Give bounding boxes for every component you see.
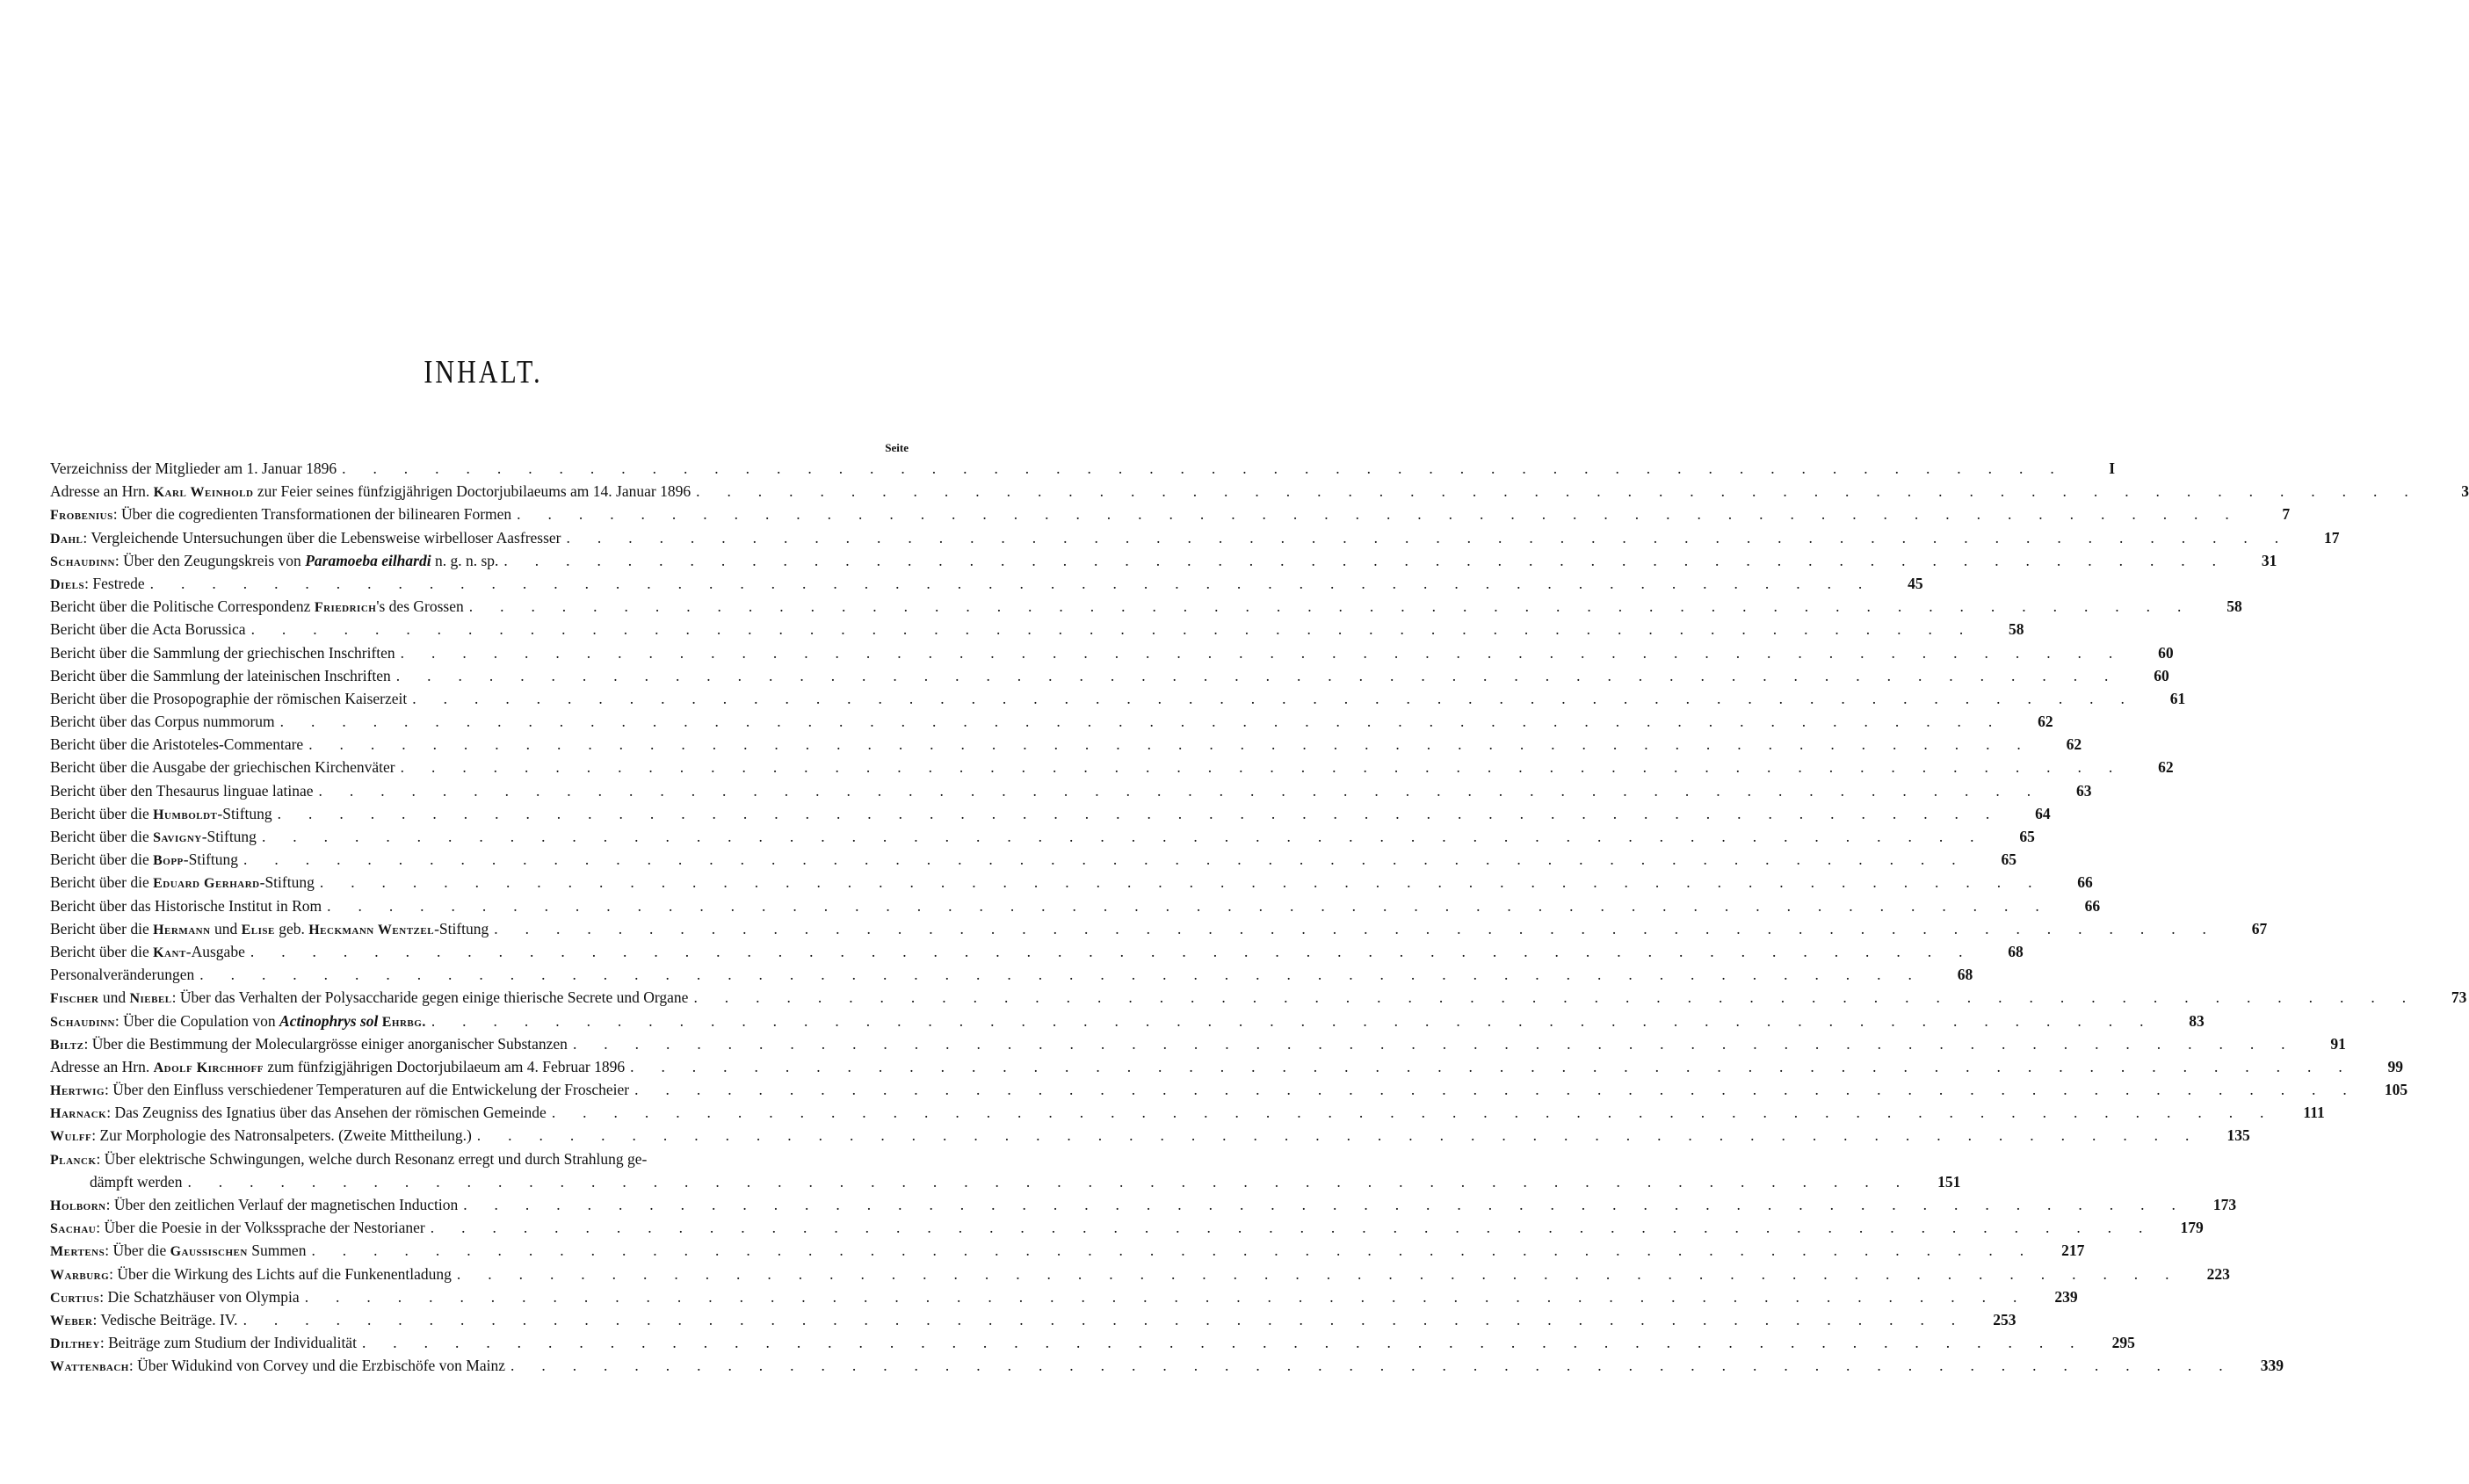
author-name: Elise xyxy=(241,922,275,937)
toc-entry-title xyxy=(50,1124,477,1148)
dot-leader: . . . . . . . . . . . . . . . . . . . . . . . . . . . . . . . . . . . . . . . . . . . . . . . . . . . . . . . . xyxy=(327,896,2052,915)
title-text: -Stiftung xyxy=(201,828,257,845)
toc-entry-title xyxy=(50,733,308,756)
author-name: Biltz xyxy=(50,1037,84,1053)
title-text: Bericht über die Sammlung der lateinischen Inschriften xyxy=(50,666,391,684)
author-name: Sachau xyxy=(50,1221,97,1237)
toc-entry-title xyxy=(50,1147,652,1172)
dot-leader: . . . . . . . . . . . . . . . . . . . . . . . . . . . . . . . . . . . . . . . . . . . . . . . . . . . . . . . . xyxy=(456,1264,2181,1283)
dot-leader: . . . . . . . . . . . . . . . . . . . . . . . . . . . . . . . . . . . . . . . . . . . . . . . . . . . . . . . . xyxy=(634,1081,2359,1099)
author-name: Hermann xyxy=(153,922,211,937)
toc-entry xyxy=(50,1263,2230,1285)
page-number: 239 xyxy=(2054,1287,2078,1306)
title-text: n. g. n. sp. xyxy=(431,551,499,569)
title-text: : Das Zeugniss des Ignatius über das Ansehen der römischen Gemeinde xyxy=(106,1104,547,1122)
dot-leader: . . . . . . . . . . . . . . . . . . . . . . . . . . . . . . . . . . . . . . . . . . . . . . . . . . . . . . . . xyxy=(308,735,2033,754)
author-name: Dilthey xyxy=(50,1336,100,1352)
toc-entry-title xyxy=(50,618,251,641)
toc-entry-title xyxy=(50,871,320,895)
toc-entry xyxy=(50,917,2268,940)
author-name: Wattenbach xyxy=(50,1359,129,1375)
title-text: : Über die Wirkung des Lichts auf die Funkenentladung xyxy=(109,1264,452,1283)
title-text: : Festrede xyxy=(84,574,145,592)
author-name: Harnack xyxy=(50,1106,107,1122)
dot-leader: . . . . . . . . . . . . . . . . . . . . . . . . . . . . . . . . . . . . . . . . . . . . . . . . . . . . . . . . xyxy=(572,1034,2297,1053)
title-text: Bericht über die xyxy=(50,804,154,822)
toc-entry xyxy=(50,1216,2204,1239)
toc-entry-continuation xyxy=(50,1170,1961,1193)
dot-leader: . . . . . . . . . . . . . . . . . . . . . . . . . . . . . . . . . . . . . . . . . . . . . . . . . . . . . . . . xyxy=(149,574,1874,592)
dot-leader: . . . . . . . . . . . . . . . . . . . . . . . . . . . . . . . . . . . . . . . . . . . . . . . . . . . . . . . . xyxy=(693,988,2418,1007)
author-name: Savigny xyxy=(153,830,202,845)
title-text: -Stiftung xyxy=(434,919,489,937)
dot-leader: . . . . . . . . . . . . . . . . . . . . . . . . . . . . . . . . . . . . . . . . . . . . . . . . . . . . . . . . xyxy=(250,942,1974,960)
title-text: Bericht über die xyxy=(50,873,154,892)
author-name: Curtius xyxy=(50,1290,100,1306)
toc-entry xyxy=(50,1101,2325,1124)
dot-leader: . . . . . . . . . . . . . . . . . . . . . . . . . . . . . . . . . . . . . . . . . . . . . . . . . . . . . . . . xyxy=(342,460,2067,477)
dot-leader: . . . . . . . . . . . . . . . . . . . . . . . . . . . . . . . . . . . . . . . . . . . . . . . . . . . . . . . . xyxy=(431,1011,2155,1030)
toc-entry-title xyxy=(50,894,327,917)
toc-entry-title xyxy=(50,457,342,480)
title-text: -Ausgabe xyxy=(185,942,245,960)
title-text: Bericht über die Ausgabe der griechischen Kirchenväter xyxy=(50,758,395,777)
title-text: Bericht über die xyxy=(50,828,154,845)
species-name: Actinophrys sol xyxy=(279,1011,379,1030)
author-name: Adolf Kirchhoff xyxy=(153,1060,264,1075)
toc-entry xyxy=(50,871,2093,894)
toc-entry-title xyxy=(50,779,319,802)
title-text: und xyxy=(210,919,242,937)
title-text: zur Feier seines fünfzigjährigen Doctorjubilaeums am 14. Januar 1896 xyxy=(253,482,691,501)
dot-leader: . . . . . . . . . . . . . . . . . . . . . . . . . . . . . . . . . . . . . . . . . . . . . . . . . . . . . . . . xyxy=(494,919,2219,937)
page-number: 65 xyxy=(2019,828,2035,845)
author-name: Warburg xyxy=(50,1267,110,1283)
title-text: : Über den Zeugungskreis von xyxy=(114,551,306,569)
toc-entry xyxy=(50,664,2169,687)
title-text: : Über elektrische Schwingungen, welche durch Resonanz erregt und durch Strahlung ge- xyxy=(96,1149,648,1168)
dot-leader: . . . . . . . . . . . . . . . . . . . . . . . . . . . . . . . . . . . . . . . . . . . . . . . . . . . . . . . . xyxy=(430,1219,2154,1237)
title-text: und xyxy=(98,988,130,1007)
page-number: 62 xyxy=(2066,735,2082,754)
dot-leader: . . . . . . . . . . . . . . . . . . . . . . . . . . . . . . . . . . . . . . . . . . . . . . . . . . . . . . . . xyxy=(319,873,2044,892)
toc-entry xyxy=(50,1032,2346,1055)
page-number: 3 xyxy=(2461,482,2469,501)
toc-entry-title xyxy=(50,1101,552,1126)
dot-leader: . . . . . . . . . . . . . . . . . . . . . . . . . . . . . . . . . . . . . . . . . . . . . . . . . . . . . . . . xyxy=(696,482,2421,501)
page-number: 58 xyxy=(2226,597,2242,616)
page-number: 105 xyxy=(2384,1081,2408,1099)
author-name: Karl Weinhold xyxy=(153,485,254,501)
dot-leader: . . . . . . . . . . . . . . . . . . . . . . . . . . . . . . . . . . . . . . . . . . . . . . . . . . . . . . . . xyxy=(243,851,1967,869)
dot-leader: . . . . . . . . . . . . . . . . . . . . . . . . . . . . . . . . . . . . . . . . . . . . . . . . . . . . . . . . xyxy=(395,666,2120,684)
title-text: Bericht über die Acta Borussica xyxy=(50,620,246,639)
title-text: Bericht über den Thesaurus linguae latinae xyxy=(50,781,314,800)
dot-leader: . . . . . . . . . . . . . . . . . . . . . . . . . . . . . . . . . . . . . . . . . . . . . . . . . . . . . . . . xyxy=(400,643,2125,662)
author-name: Bopp xyxy=(153,853,184,869)
page-number: 66 xyxy=(2084,896,2101,915)
toc-entry xyxy=(50,1010,2205,1032)
page-number: 179 xyxy=(2180,1219,2204,1237)
page-number: 65 xyxy=(2001,851,2016,869)
title-text: Personalveränderungen xyxy=(50,966,195,984)
toc-entry-title xyxy=(50,848,243,872)
dot-leader: . . . . . . . . . . . . . . . . . . . . . . . . . . . . . . . . . . . . . . . . . . . . . . . . . . . . . . . . xyxy=(400,758,2125,777)
page-number: 68 xyxy=(1957,966,1973,984)
page-number: 73 xyxy=(2451,988,2467,1007)
title-text: -Stiftung xyxy=(183,851,239,869)
toc-entry xyxy=(50,1147,911,1170)
dot-leader: . . . . . . . . . . . . . . . . . . . . . . . . . . . . . . . . . . . . . . . . . . . . . . . . . . . . . . . . xyxy=(412,689,2137,707)
toc-entry-title xyxy=(50,641,401,664)
toc-entry-title xyxy=(50,549,503,574)
title-text: Bericht über die xyxy=(50,851,154,869)
author-name: Schaudinn xyxy=(50,1014,115,1030)
toc-entry-title xyxy=(50,710,280,733)
toc-entry xyxy=(50,641,2174,664)
toc-entry xyxy=(50,1193,2237,1216)
author-name: Gaussischen xyxy=(170,1244,248,1260)
title-text: : Über die Bestimmung der Moleculargrösse einiger anorganischer Substanzen xyxy=(83,1034,568,1053)
toc-entry xyxy=(50,1239,2085,1262)
toc-entry-title xyxy=(50,687,412,710)
page-number: 17 xyxy=(2323,528,2340,547)
page-number: 60 xyxy=(2158,643,2174,662)
author-name: Niebel xyxy=(129,991,172,1007)
toc-entry xyxy=(50,1285,2078,1308)
page-number: 67 xyxy=(2251,919,2268,937)
page-number: 7 xyxy=(2282,505,2291,524)
dot-leader: . . . . . . . . . . . . . . . . . . . . . . . . . . . . . . . . . . . . . . . . . . . . . . . . . . . . . . . . xyxy=(261,828,1986,845)
title-text: : Zur Morphologie des Natronsalpeters. (Zweite Mittheilung.) xyxy=(91,1126,472,1145)
page-number: 31 xyxy=(2261,551,2277,569)
dot-leader: . . . . . . . . . . . . . . . . . . . . . . . . . . . . . . . . . . . . . . . . . . . . . . . . . . . . . . . . xyxy=(243,1310,1967,1328)
author-name: Diels xyxy=(50,576,85,592)
toc-entry xyxy=(50,457,2116,480)
page-number: 223 xyxy=(2206,1264,2230,1283)
title-text: : Über die Poesie in der Volkssprache der Nestorianer xyxy=(96,1219,425,1237)
page-number: 151 xyxy=(1937,1172,1961,1191)
page-column-label: Seite xyxy=(885,441,909,454)
title-text: zum fünfzigjährigen Doctorjubilaeum am 4. Februar 1896 xyxy=(263,1057,626,1075)
title-text: Adresse an Hrn. xyxy=(50,482,154,501)
toc-entry xyxy=(50,1308,2016,1331)
title-text: geb. xyxy=(274,919,309,937)
title-text: Bericht über die Prosopographie der römischen Kaiserzeit xyxy=(50,689,408,707)
toc-entry xyxy=(50,940,2024,963)
title-text: Bericht über das Historische Institut in Rom xyxy=(50,896,322,915)
page-number: 60 xyxy=(2154,666,2169,684)
toc-entry xyxy=(50,894,2101,917)
title-text: Bericht über die Aristoteles-Commentare xyxy=(50,735,304,754)
toc-entry xyxy=(50,687,2186,710)
toc-entry-title xyxy=(50,526,567,551)
author-name: Ehrbg. xyxy=(381,1014,426,1030)
title-text: -Stiftung xyxy=(217,804,272,822)
author-name: Fischer xyxy=(50,991,99,1007)
dot-leader: . . . . . . . . . . . . . . . . . . . . . . . . . . . . . . . . . . . . . . . . . . . . . . . . . . . . . . . . xyxy=(517,505,2241,524)
page-number: I xyxy=(2109,460,2116,477)
toc-entry-title xyxy=(50,572,150,597)
title-text: : Die Schatzhäuser von Olympia xyxy=(99,1287,300,1306)
page-number: 173 xyxy=(2212,1196,2237,1213)
page-number: 63 xyxy=(2075,781,2092,800)
author-name: Holborn xyxy=(50,1198,106,1213)
author-name: Wulff xyxy=(50,1129,92,1145)
title-text: : Über den zeitlichen Verlauf der magnetischen Induction xyxy=(105,1196,459,1213)
dot-leader: . . . . . . . . . . . . . . . . . . . . . . . . . . . . . . . . . . . . . . . . . . . . . . . . . . . . . . . . xyxy=(199,966,1924,984)
author-name: Eduard Gerhard xyxy=(153,876,260,892)
toc-entry xyxy=(50,825,2035,848)
toc-entry-title xyxy=(50,664,396,687)
page-number: 111 xyxy=(2303,1104,2325,1122)
author-name: Dahl xyxy=(50,531,83,547)
title-text: Adresse an Hrn. xyxy=(50,1057,154,1075)
toc-entry xyxy=(50,595,2242,618)
dot-leader: . . . . . . . . . . . . . . . . . . . . . . . . . . . . . . . . . . . . . . . . . . . . . . . . . . . . . . . . xyxy=(476,1126,2201,1145)
toc-entry-title xyxy=(50,1055,630,1080)
dot-leader: . . . . . . . . . . . . . . . . . . . . . . . . . . . . . . . . . . . . . . . . . . . . . . . . . . . . . . . . xyxy=(318,781,2043,800)
page-number: 58 xyxy=(2009,620,2024,639)
author-name: Heckmann Wentzel xyxy=(308,922,435,937)
dot-leader: . . . . . . . . . . . . . . . . . . . . . . . . . . . . . . . . . . . . . . . . . . . . . . . . . . . . . . . . xyxy=(463,1196,2188,1213)
toc-entry-title xyxy=(50,917,494,942)
author-name: Friedrich xyxy=(314,600,377,616)
toc-entry xyxy=(50,710,2053,733)
toc-entry-title xyxy=(50,1239,311,1263)
toc-entry xyxy=(50,963,1973,986)
dot-leader: . . . . . . . . . . . . . . . . . . . . . . . . . . . . . . . . . . . . . . . . . . . . . . . . . . . . . . . . xyxy=(250,620,1975,639)
author-name: Hertwig xyxy=(50,1083,105,1099)
toc-entry-title xyxy=(50,480,696,504)
title-text: Bericht über die xyxy=(50,942,154,960)
page-number: 295 xyxy=(2111,1334,2135,1352)
dot-leader: . . . . . . . . . . . . . . . . . . . . . . . . . . . . . . . . . . . . . . . . . . . . . . . . . . . . . . . . xyxy=(361,1334,2086,1352)
title-text: : Über Widukind von Corvey und die Erzbischöfe von Mainz xyxy=(128,1357,505,1375)
toc-entry-title xyxy=(50,1193,463,1218)
author-name: Mertens xyxy=(50,1244,105,1260)
dot-leader: . . . . . . . . . . . . . . . . . . . . . . . . . . . . . . . . . . . . . . . . . . . . . . . . . . . . . . . . xyxy=(304,1287,2029,1306)
toc-entry xyxy=(50,802,2051,825)
title-text: : Über den Einfluss verschiedener Temperaturen auf die Entwickelung der Froscheier xyxy=(105,1081,630,1099)
toc-entry-title xyxy=(50,802,278,827)
toc-entry xyxy=(50,756,2174,778)
title-text: : Über die Copulation von xyxy=(114,1011,280,1030)
toc-entry xyxy=(50,1078,2408,1101)
author-name: Kant xyxy=(153,945,186,960)
title-text: : Beiträge zum Studium der Individualität xyxy=(99,1334,357,1352)
page-number: 253 xyxy=(1993,1310,2016,1328)
toc-entry xyxy=(50,1055,2404,1078)
toc-entry-title xyxy=(50,1032,573,1057)
table-of-contents xyxy=(50,457,2469,1378)
page-number: 339 xyxy=(2260,1357,2284,1375)
toc-entry xyxy=(50,503,2291,525)
page-number: 61 xyxy=(2169,689,2186,707)
page-number: 135 xyxy=(2226,1126,2250,1145)
toc-entry xyxy=(50,549,2277,572)
toc-entry xyxy=(50,986,2467,1009)
toc-entry-title xyxy=(50,825,262,850)
author-name: Frobenius xyxy=(50,508,113,524)
toc-entry-title xyxy=(50,1263,457,1287)
dot-leader: . . . . . . . . . . . . . . . . . . . . . . . . . . . . . . . . . . . . . . . . . . . . . . . . . . . . . . . . xyxy=(503,551,2228,569)
title-text: : Über die cogredienten Transformationen der bilinearen Formen xyxy=(112,505,512,524)
toc-entry-title xyxy=(50,1078,634,1103)
title-text: Verzeichniss der Mitglieder am 1. Januar 1896 xyxy=(50,460,337,477)
toc-entry-title xyxy=(50,940,250,965)
dot-leader: . . . . . . . . . . . . . . . . . . . . . . . . . . . . . . . . . . . . . . . . . . . . . . . . . . . . . . . . xyxy=(510,1357,2234,1375)
toc-entry-title xyxy=(50,1216,431,1241)
title-text: Bericht über die Politische Correspondenz xyxy=(50,597,315,616)
toc-entry xyxy=(50,779,2092,802)
toc-entry-title xyxy=(50,1308,243,1333)
title-text: Bericht über das Corpus nummorum xyxy=(50,713,275,731)
page-number: 66 xyxy=(2077,873,2093,892)
dot-leader: . . . . . . . . . . . . . . . . . . . . . . . . . . . . . . . . . . . . . . . . . . . . . . . . . . . . . . . . xyxy=(551,1104,2276,1122)
toc-entry-title xyxy=(50,503,517,527)
title-text: Bericht über die xyxy=(50,919,154,937)
dot-leader: . . . . . . . . . . . . . . . . . . . . . . . . . . . . . . . . . . . . . . . . . . . . . . . . . . . . . . . . xyxy=(566,528,2291,547)
title-text: : Vedische Beiträge. IV. xyxy=(92,1310,238,1328)
author-name: Schaudinn xyxy=(50,554,115,569)
title-text: 's des Grossen xyxy=(376,597,464,616)
dot-leader: . . . . . . . . . . . . . . . . . . . . . . . . . . . . . . . . . . . . . . . . . . . . . . . . . . . . . . . . xyxy=(630,1057,2355,1075)
dot-leader: . . . . . . . . . . . . . . . . . . . . . . . . . . . . . . . . . . . . . . . . . . . . . . . . . . . . . . . . xyxy=(311,1241,2036,1260)
toc-entry xyxy=(50,572,1923,595)
toc-entry-title xyxy=(50,963,199,986)
toc-entry xyxy=(50,1354,2284,1377)
page-number: 45 xyxy=(1908,574,1923,592)
page-number: 62 xyxy=(2038,713,2053,731)
author-name: Humboldt xyxy=(153,807,218,822)
title-text: : Über die xyxy=(105,1241,170,1260)
toc-entry-title xyxy=(50,756,401,778)
title-text: Summen xyxy=(247,1241,307,1260)
toc-entry xyxy=(50,1124,2250,1147)
toc-entry-title xyxy=(50,1285,305,1310)
toc-entry xyxy=(50,526,2340,549)
author-name: Planck xyxy=(50,1152,97,1168)
page-number: 83 xyxy=(2189,1011,2205,1030)
dot-leader: . . . . . . . . . . . . . . . . . . . . . . . . . . . . . . . . . . . . . . . . . . . . . . . . . . . . . . . . xyxy=(277,804,2002,822)
page-number: 64 xyxy=(2035,804,2051,822)
title-text: -Stiftung xyxy=(259,873,315,892)
dot-leader: . . . . . . . . . . . . . . . . . . . . . . . . . . . . . . . . . . . . . . . . . . . . . . . . . . . . . . . . xyxy=(187,1172,1912,1191)
toc-entry xyxy=(50,1331,2135,1354)
page-number: 68 xyxy=(2008,942,2024,960)
page-number: 217 xyxy=(2061,1241,2085,1260)
page-number: 62 xyxy=(2158,758,2174,777)
toc-entry-title xyxy=(50,1354,510,1379)
dot-leader: . . . . . . . . . . . . . . . . . . . . . . . . . . . . . . . . . . . . . . . . . . . . . . . . . . . . . . . . xyxy=(468,597,2193,616)
toc-entry xyxy=(50,618,2024,641)
page-number: 99 xyxy=(2387,1057,2404,1075)
toc-entry xyxy=(50,733,2082,756)
toc-entry-title-continued: dämpft werden xyxy=(90,1172,183,1191)
toc-entry-title xyxy=(50,595,469,619)
toc-entry-title xyxy=(50,1010,431,1034)
page-title: INHALT. xyxy=(424,354,543,391)
page-number: 91 xyxy=(2330,1034,2346,1053)
toc-entry-title xyxy=(50,986,693,1010)
species-name: Paramoeba eilhardi xyxy=(305,551,431,569)
dot-leader: . . . . . . . . . . . . . . . . . . . . . . . . . . . . . . . . . . . . . . . . . . . . . . . . . . . . . . . . xyxy=(279,713,2004,731)
toc-entry xyxy=(50,848,2016,871)
toc-entry xyxy=(50,480,2469,503)
title-text: : Vergleichende Untersuchungen über die Lebensweise wirbelloser Aasfresser xyxy=(83,528,561,547)
toc-entry-title xyxy=(50,1331,362,1356)
title-text: : Über das Verhalten der Polysaccharide gegen einige thierische Secrete und Organe xyxy=(171,988,689,1007)
title-text: Bericht über die Sammlung der griechischen Inschriften xyxy=(50,643,395,662)
author-name: Weber xyxy=(50,1313,93,1328)
